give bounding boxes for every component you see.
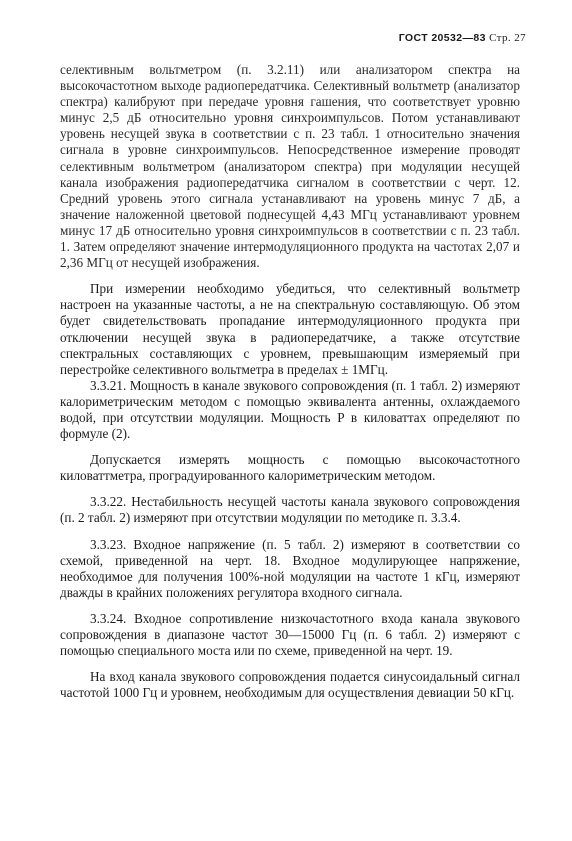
document-body [60, 62, 520, 701]
page-header [399, 32, 526, 44]
paragraph-continued: селективным вольтметром (п. 3.2.11) или анализатором спектра на высокочастотном выходе радиопередатчика. Селективный вольтметр (анализатор спектра) калибруют при передаче уровня гашения, что соответствует уровню минус 2,5 дБ относительно уровня синхроимпульсов. Потом устанавливают уровень несущей звука в соответствии с п. 23 табл. 1 относительно значения сигнала в уровне синхроимпульсов. Непосредственное измерение проводят селективным вольтметром (анализатором спектра) при модуляции несущей канала изображения радиопередатчика сигналом в соответствии с черт. 12. Средний уровень этого сигнала устанавливают на уровень минус 7 дБ, а значение наложенной цветовой поднесущей 4,43 МГц устанавливают уровнем минус 17 дБ относительно уровня синхроимпульсов в соответствии с п. 23 табл. 1. Затем определяют значение интермодуляционного продукта на частотах 2,07 и 2,36 МГц от несущей изображения. [60, 62, 520, 271]
paragraph-3-3-23: 3.3.23. Входное напряжение (п. 5 табл. 2) измеряют в соответствии со схемой, приведенной на черт. 18. Входное модулирующее напряжение, необходимое для получения 100%-ной модуляции на частоте 1 кГц, измеряют дважды в крайних положениях регулятора входного сигнала. [60, 536, 520, 600]
standard-number: ГОСТ 20532—83 [398, 32, 486, 44]
paragraph-3-3-24: 3.3.24. Входное сопротивление низкочастотного входа канала звукового сопровождения в диапазоне частот 30—15000 Гц (п. 6 табл. 2) измеряют с помощью специального моста или по схеме, приведенной на черт. 19. [60, 610, 520, 659]
paragraph-power-allowance: Допускается измерять мощность с помощью высокочастотного киловаттметра, проградуированного калориметрическим методом. [60, 452, 520, 484]
paragraph-verification: При измерении необходимо убедиться, что селективный вольтметр настроен на указанные частоты, а не на спектральную составляющую. Об этом будет свидетельствовать пропадание интермодуляционного продукта при отключении несущей звука в радиопередатчике, а также отсутствие спектральных составляющих с уровнем, превышающим измеряемый при перестройке селективного вольтметра в пределах ± 1МГц. [60, 281, 520, 377]
page-number: Стр. 27 [489, 32, 526, 44]
paragraph-input-signal: На вход канала звукового сопровождения подается синусоидальный сигнал частотой 1000 Гц и уровнем, необходимым для осуществления девиации 50 кГц. [60, 669, 520, 701]
paragraph-3-3-22: 3.3.22. Нестабильность несущей частоты канала звукового сопровождения (п. 2 табл. 2) измеряют при отсутствии модуляции по методике п. 3.3.4. [60, 494, 520, 526]
paragraph-3-3-21: 3.3.21. Мощность в канале звукового сопровождения (п. 1 табл. 2) измеряют калориметрическим методом с помощью эквивалента антенны, охлаждаемого водой, при отсутствии модуляции. Мощность P в киловаттах определяют по формуле (2). [60, 377, 520, 442]
